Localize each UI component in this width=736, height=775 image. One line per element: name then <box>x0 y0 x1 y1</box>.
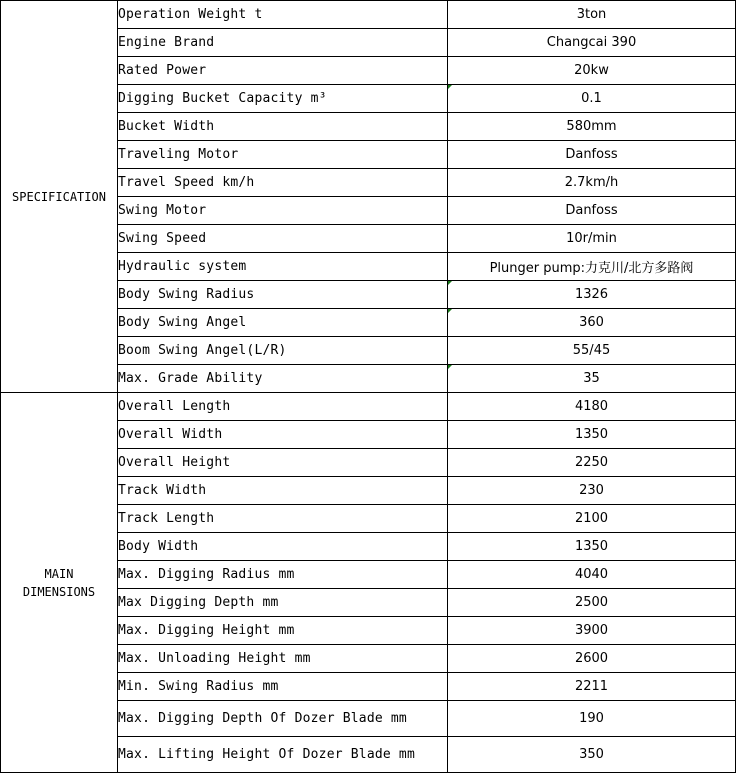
row-label: Rated Power <box>118 57 448 85</box>
group-label: SPECIFICATION <box>12 189 106 204</box>
row-value: Danfoss <box>448 141 736 169</box>
group-specification <box>1 1 118 393</box>
row-value: 1326 <box>448 281 736 309</box>
row-label: Overall Height <box>118 449 448 477</box>
row-label: Hydraulic system <box>118 253 448 281</box>
row-value: 350 <box>448 737 736 773</box>
row-label: Track Width <box>118 477 448 505</box>
row-value: 580mm <box>448 113 736 141</box>
row-label: Overall Length <box>118 393 448 421</box>
row-label: Max. Unloading Height mm <box>118 645 448 673</box>
row-value: 4040 <box>448 561 736 589</box>
row-value: 1350 <box>448 533 736 561</box>
row-value: 2211 <box>448 673 736 701</box>
row-value: Changcai 390 <box>448 29 736 57</box>
row-value: 2250 <box>448 449 736 477</box>
row-label: Engine Brand <box>118 29 448 57</box>
row-value: 20kw <box>448 57 736 85</box>
table-row <box>1 393 736 421</box>
row-value: 190 <box>448 701 736 737</box>
row-value: 2100 <box>448 505 736 533</box>
row-label: Overall Width <box>118 421 448 449</box>
row-label: Track Length <box>118 505 448 533</box>
row-label: Swing Motor <box>118 197 448 225</box>
table-row <box>1 1 736 29</box>
row-label: Max. Digging Height mm <box>118 617 448 645</box>
row-label: Body Swing Angel <box>118 309 448 337</box>
row-label: Max. Lifting Height Of Dozer Blade mm <box>118 737 448 773</box>
row-label: Max Digging Depth mm <box>118 589 448 617</box>
group-main-dimensions <box>1 393 118 773</box>
row-value: Plunger pump:力克川/北方多路阀 <box>448 253 736 281</box>
row-value: 230 <box>448 477 736 505</box>
row-value: 2.7km/h <box>448 169 736 197</box>
row-value: 55/45 <box>448 337 736 365</box>
row-value: 3900 <box>448 617 736 645</box>
group-label-line1: MAIN <box>44 566 74 581</box>
row-value: 35 <box>448 365 736 393</box>
row-label: Min. Swing Radius mm <box>118 673 448 701</box>
row-value: 0.1 <box>448 85 736 113</box>
row-value: 2500 <box>448 589 736 617</box>
row-value: Danfoss <box>448 197 736 225</box>
row-label: Swing Speed <box>118 225 448 253</box>
row-label: Body Swing Radius <box>118 281 448 309</box>
row-value: 4180 <box>448 393 736 421</box>
row-label: Traveling Motor <box>118 141 448 169</box>
row-label: Operation Weight t <box>118 1 448 29</box>
group-label-line2: DIMENSIONS <box>22 584 96 599</box>
row-value: 2600 <box>448 645 736 673</box>
row-label: Max. Grade Ability <box>118 365 448 393</box>
row-label: Digging Bucket Capacity m³ <box>118 85 448 113</box>
row-value: 3ton <box>448 1 736 29</box>
row-value: 360 <box>448 309 736 337</box>
row-label: Max. Digging Depth Of Dozer Blade mm <box>118 701 448 737</box>
row-value: 10r/min <box>448 225 736 253</box>
row-label: Boom Swing Angel(L/R) <box>118 337 448 365</box>
row-label: Bucket Width <box>118 113 448 141</box>
row-label: Max. Digging Radius mm <box>118 561 448 589</box>
row-label: Travel Speed km/h <box>118 169 448 197</box>
row-label: Body Width <box>118 533 448 561</box>
row-value: 1350 <box>448 421 736 449</box>
